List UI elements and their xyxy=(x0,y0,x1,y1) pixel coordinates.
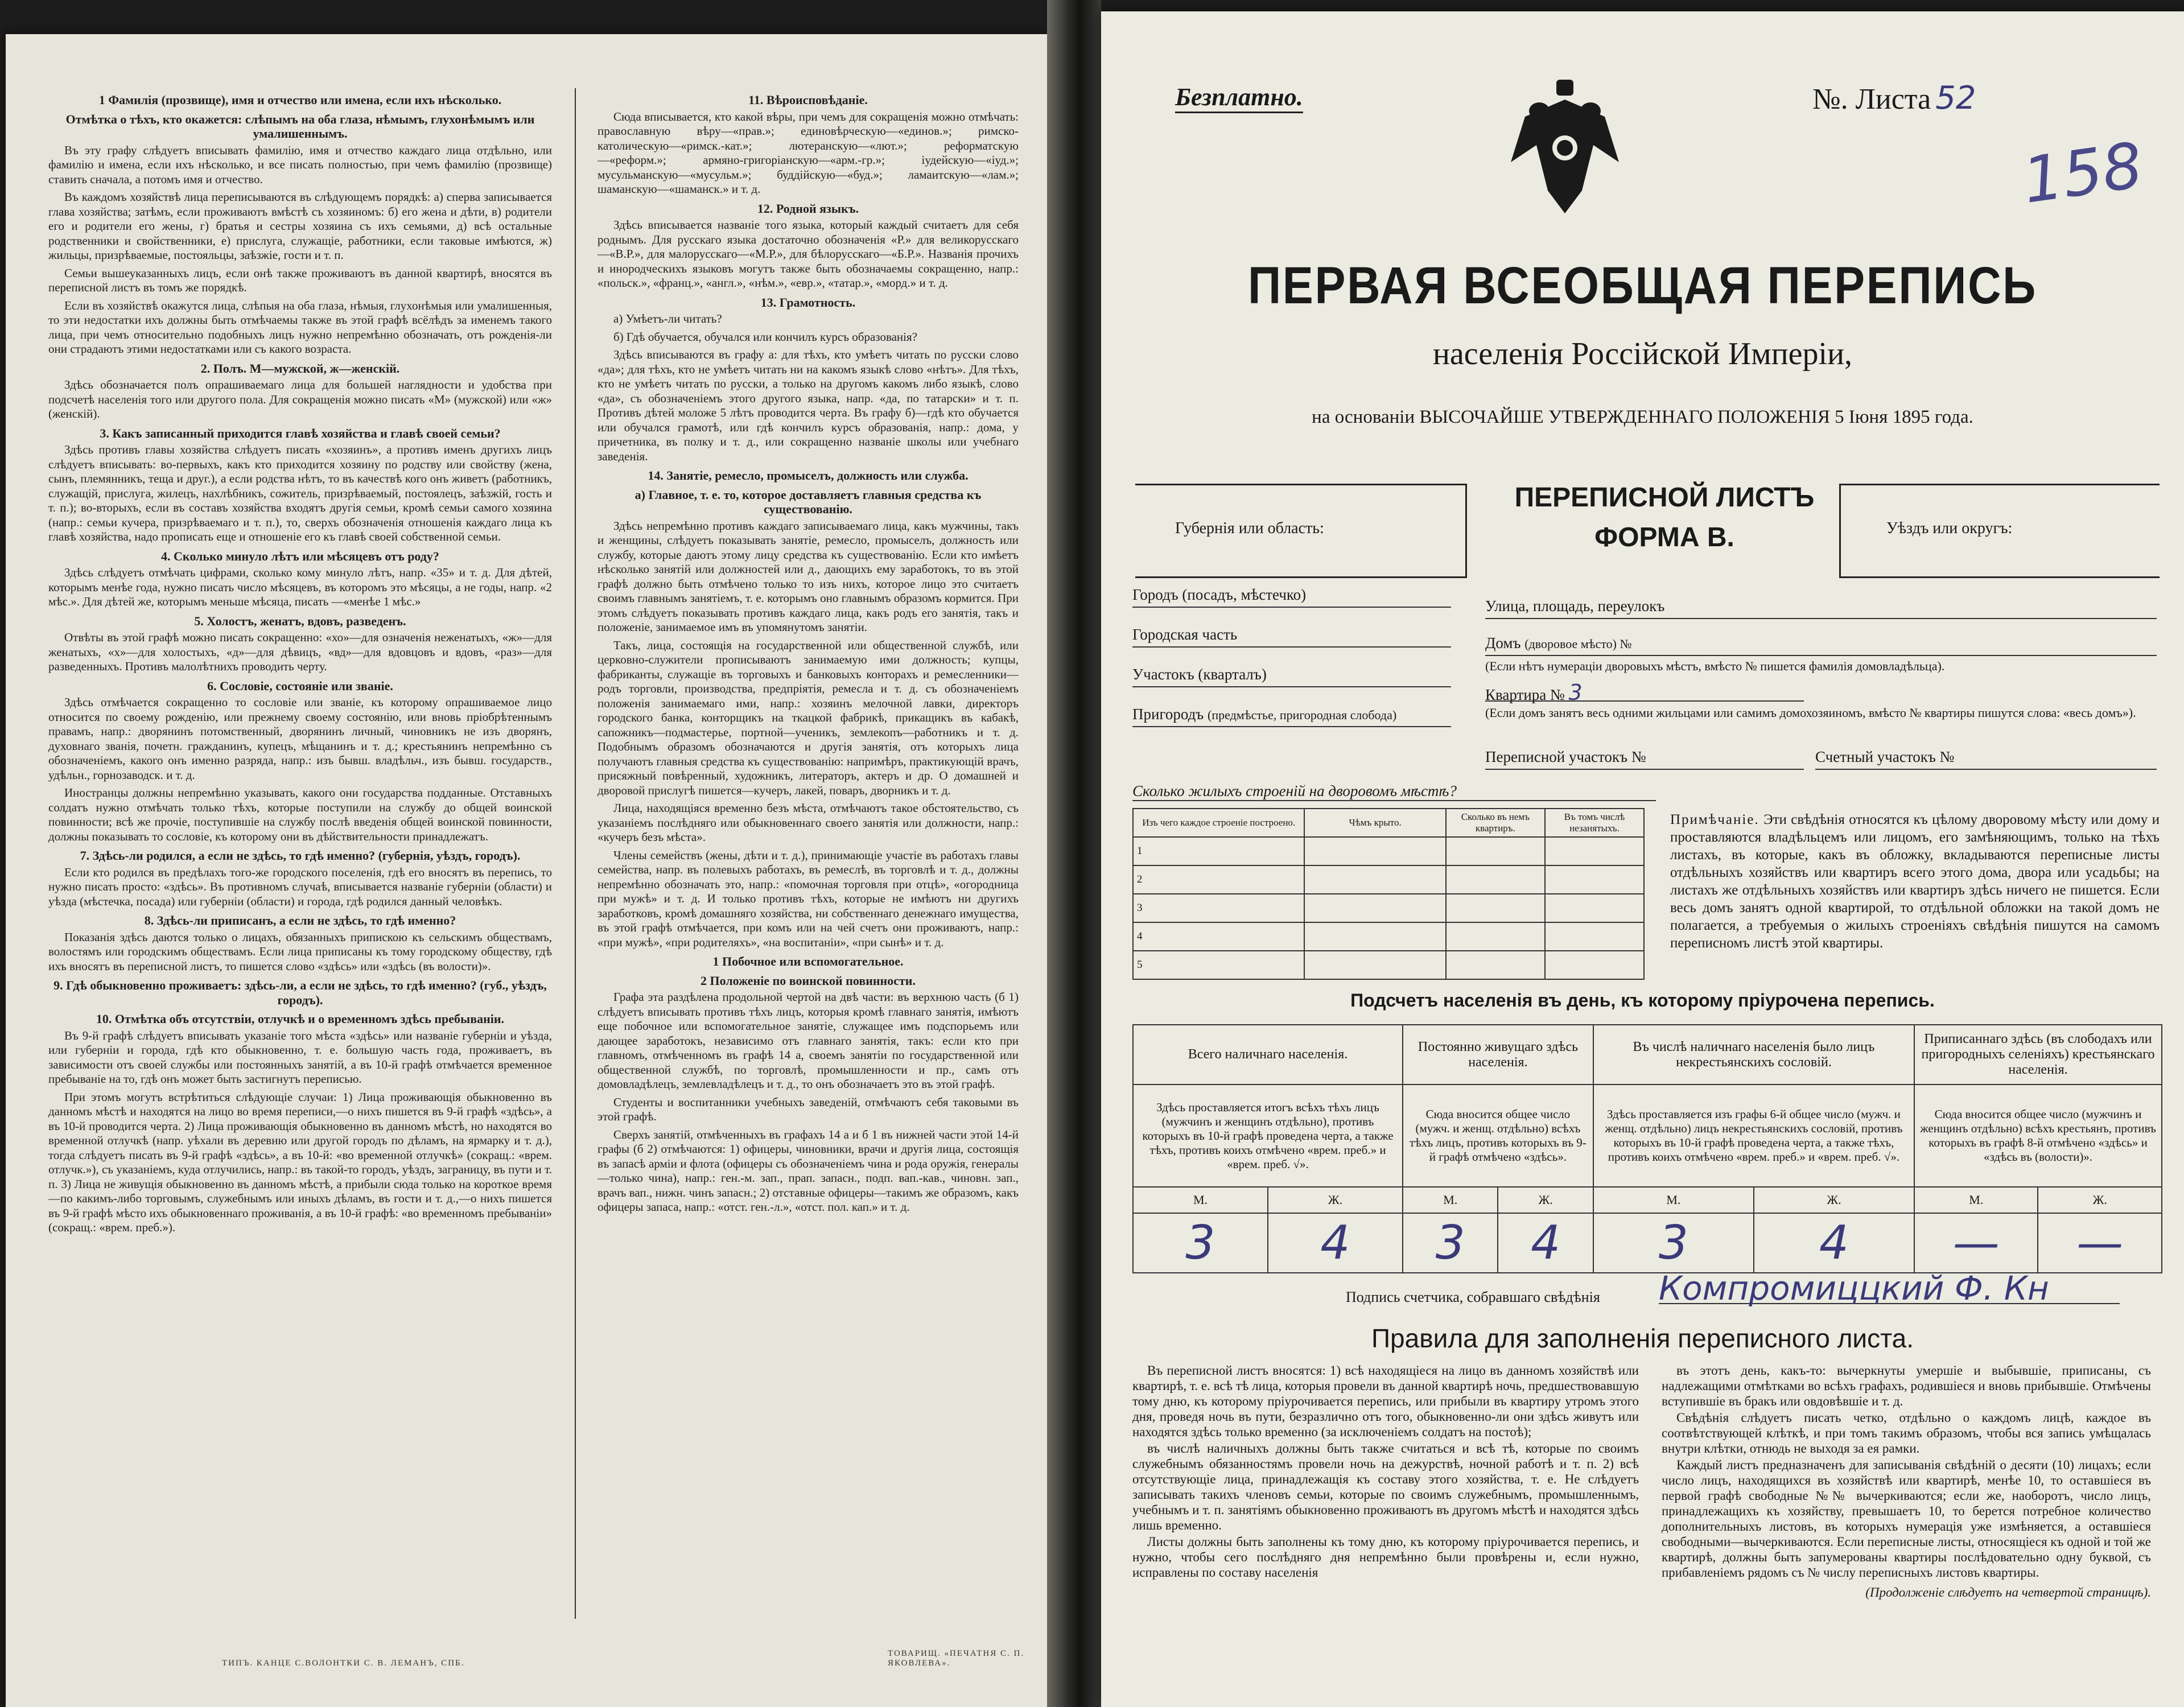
right-page xyxy=(1101,11,2184,1707)
paragraph: Сверхъ занятій, отмѣченныхъ въ графахъ 14 а и б 1 въ нижней части этой 14-й графы (б 2) отмѣчаются: 1) офицеры, чиновники, врачи и другія лица, состоящія въ запасѣ арміи и флота (офицеры съ обозначеніемъ чина и рода оружія, генералы—только чина), напр.: ген.-м. зап., прап. запасн., подп. вап.-кав., чиновн. зап., врачъ вап., нижн. чинъ запасн.; 2) отставные офицеры—такимъ же образомъ, какъ офицеры запаса, напр.: «отст. ген.-л.», «отст. пол. кап.» и т. д. xyxy=(597,1127,1019,1214)
value-present-male[interactable]: 3 xyxy=(1133,1213,1268,1273)
legal-basis: на основаніи ВЫСОЧАЙШЕ УТВЕРЖДЕННАГО ПОЛОЖЕНІЯ 5 Іюня 1895 года. xyxy=(1312,407,1973,427)
gender-female-label: Ж. xyxy=(2038,1187,2162,1213)
sheet-label: №. Листа xyxy=(1812,83,1931,116)
section-heading-2: 2. Полъ. М—мужской, ж—женскій. xyxy=(200,361,400,376)
value-permanent-male[interactable]: 3 xyxy=(1403,1213,1498,1273)
section-heading-10: 10. Отмѣтка объ отсутствіи, отлучкѣ и о временномъ здѣсь пребываніи. xyxy=(96,1012,505,1026)
paragraph: Здѣсь обозначается полъ опрашиваемаго лица для большей наглядности и удобства при подсчетѣ населенія того или другого пола. Для сокращенія можно писать «М» (мужской) или «ж» (женскій). xyxy=(48,378,552,420)
rule-paragraph: въ числѣ наличныхъ должны быть также считаться и всѣ тѣ, которые по своимъ служебнымъ обязанностямъ провели ночь на дежурствѣ, ночной работѣ и т. п. 2) всѣ отсутствующіе лица, принадлежащія къ составу этого хозяйства, т. е. Не слѣдуетъ записывать такихъ членовъ семьи, которые по своимъ служебнымъ, промышленнымъ, учебнымъ и т. п. занятіямъ обыкновенно проживаютъ въ другомъ мѣстѣ и находятся здѣсь лишь временно. xyxy=(1132,1441,1639,1532)
section-heading-11: 11. Вѣроисповѣданіе. xyxy=(748,93,868,107)
rule-paragraph: Каждый листъ предназначенъ для записыванія свѣдѣній о десяти (10) лицахъ; если число лицъ, находящихся въ хозяйствѣ или квартирѣ, менѣе 10, то оставшіеся въ первой графѣ свободные №№ вычеркиваются; если же, наоборотъ, число лицъ, принадлежащихъ къ хозяйству, превышаетъ 10, то берется потребное количество дополнительныхъ листовъ, въ которыхъ нумерація уже измѣняется, а оставшіеся свободными—вычеркиваются. Если переписные листы, относящіеся къ одной и той же квартирѣ, должны быть запумерованы квартиры послѣдовательно одну буквой, съ прибавленіемъ рядомъ съ № числу переписныхъ листовъ квартиры. xyxy=(1662,1458,2151,1580)
paragraph: Отвѣты въ этой графѣ можно писать сокращенно: «хо»—для означенія неженатыхъ, «ж»—для женатыхъ, «х»—для холостыхъ, «д»—для дѣвицъ, «вд»—для вдовцовъ и вдовъ, «раз»—для разведенныхъ. Противъ малолѣтнихъ проводить черту. xyxy=(48,630,552,673)
archive-number: 158 xyxy=(2018,129,2147,217)
left-page xyxy=(6,34,1047,1707)
value-non-peasant-female[interactable]: 4 xyxy=(1754,1213,1914,1273)
signature-label: Подпись счетчика, собравшаго свѣдѣнія xyxy=(1346,1289,1600,1305)
section-heading-13: 13. Грамотность. xyxy=(760,295,856,310)
district-label: Уѣздъ или округъ: xyxy=(1886,519,2013,537)
buildings-col-roof: Чѣмъ крыто. xyxy=(1304,809,1445,837)
buildings-col-vacant: Въ томъ числѣ незанятыхъ. xyxy=(1545,809,1644,837)
street-field[interactable]: Улица, площадь, переулокъ xyxy=(1485,597,2157,619)
form-title-line-1: ПЕРЕПИСНОЙ ЛИСТЪ xyxy=(1514,483,1815,513)
pop-desc-present: Здѣсь проставляется итогъ всѣхъ тѣхъ лицъ (мужчинъ и женщинъ отдѣльно), противъ которыхъ въ 10-й графѣ проведена черта, а также тѣхъ, противъ коихъ отмѣчено «врем. преб.» и «врем. преб. √». xyxy=(1133,1085,1403,1187)
rule-paragraph: Листы должны быть заполнены къ тому дню, къ которому пріурочивается перепись, и нужно, чтобы сего послѣдняго дня непремѣнно были провѣрены и, если нужно, исправлены по составу населенія xyxy=(1132,1535,1639,1580)
table-row: 5 xyxy=(1133,951,1644,979)
table-row: 4 xyxy=(1133,922,1644,951)
pop-header-peasant: Приписаннаго здѣсь (въ слободахъ или пригородныхъ селеніяхъ) крестьянскаго населенія. xyxy=(1914,1025,2162,1085)
free-label: Безплатно. xyxy=(1175,83,1303,113)
section-heading-7: 7. Здѣсь-ли родился, а если не здѣсь, то гдѣ именно? (губернія, уѣздъ, городъ). xyxy=(80,848,521,863)
note-label: Примѣчаніе. xyxy=(1670,812,1759,827)
rule-paragraph: Свѣдѣнія слѣдуетъ писать четко, отдѣльно о каждомъ лицѣ, каждое въ соотвѣтствующей клѣткѣ, и при томъ такимъ образомъ, чтобы вся запись умѣщалась внутри клѣтки, отнюдь не выходя за ея рамки. xyxy=(1662,1411,2151,1456)
paragraph: Если кто родился въ предѣлахъ того-же городского поселенія, гдѣ его вносятъ въ перепись, то нужно писать просто: «здѣсь». Въ противномъ случаѣ, вписывается названіе губерніи (области) и уѣзда (мѣстечка, посада) или губерніи (области) и города, гдѣ родился данный человѣкъ. xyxy=(48,865,552,908)
gender-female-label: Ж. xyxy=(1268,1187,1403,1213)
paragraph: Члены семействъ (жены, дѣти и т. д.), принимающіе участіе въ работахъ главы семейства, напр. въ полевыхъ работахъ, въ ремеслѣ, въ торговлѣ и т. д., должны непремѣнно обозначать это, напр.: «помочная торговля при отцѣ», «огородница при мужѣ» и т. д. И только противъ тѣхъ, которые не имѣютъ ни другихъ заработковъ, кромѣ домашняго хозяйства, ни собственнаго денежнаго имущества, въ этой графѣ отмѣчается, при комъ или на чей счетъ они проживаютъ, напр.: «при мужѣ», «при родителяхъ», «на воспитаніи», «при сынѣ» и т. д. xyxy=(597,848,1019,949)
buildings-col-material: Изъ чего каждое строеніе построено. xyxy=(1133,809,1304,837)
pop-header-non-peasant: Въ числѣ наличнаго населенія было лицъ некрестьянскихъ сословій. xyxy=(1593,1025,1914,1085)
paragraph: Здѣсь противъ главы хозяйства слѣдуетъ писать «хозяинъ», а противъ именъ другихъ лицъ слѣдуетъ вписывать: во-первыхъ, какъ кто приходится хозяину по родству или свойству (жена, сынъ, племянникъ, теща и друг.), а если родства нѣтъ, то въ качествѣ кого онъ живетъ (работникъ, служащій, прислуга, жилецъ, нахлѣбникъ, сожитель, призрѣваемый, постоялецъ, заѣзжій, гость и т. п.); во-вторыхъ, если въ составъ хозяйства входятъ другія семьи, кромѣ семьи самого хозяина (напр.: семьи кучера, призрѣваемаго и т. п.), то, сверхъ обозначенія отношенія каждаго лица къ главѣ хозяйства, надо прописать еще и отношеніе его къ главѣ своей собственной семьи. xyxy=(48,443,552,543)
form-title-line-2: ФОРМА В. xyxy=(1594,522,1734,552)
paragraph: Въ эту графу слѣдуетъ вписывать фамилію, имя и отчество каждаго лица отдѣльно, или фамилію и имена, если ихъ нѣсколько, и все писать полностью, при чемъ фамилію (прозвище) ставить сначала, а потомъ имя и отчество. xyxy=(48,143,552,186)
book-fold xyxy=(1047,0,1101,1707)
census-precinct-field[interactable]: Переписной участокъ № xyxy=(1485,748,1804,770)
buildings-col-apartments: Сколько въ немъ квартиръ. xyxy=(1446,809,1545,837)
paragraph: Лица, находящіяся временно безъ мѣста, отмѣчаютъ такое обстоятельство, съ указаніемъ послѣдняго или обыкновеннаго своего занятія или должности, напр.: «кучеръ безъ мѣста». xyxy=(597,801,1019,844)
paragraph: Такъ, лица, состоящія на государственной или общественной службѣ, или церковно-служители прописываютъ занимаемую ими должность; купцы, фабриканты, служащіе въ торговыхъ и банковыхъ конторахъ и ремесленники—родъ торговли, производства, предпріятія, ремесла и т. д. съ обозначеніемъ положенія занимаемаго ими, напр.: хозяинъ мелочной лавки, директоръ городского банка, конторщикъ на ткацкой фабрикѣ, прикащикъ въ кабакѣ, сапожникъ—подмастерье, портной—ученикъ, землекопъ—работникъ и т. д. Подобнымъ образомъ обозначаются и другія занятія, отъ которыхъ лица получаютъ главныя средства къ существованію: напримѣръ, практикующій врачъ, присяжный повѣренный, художникъ, литераторъ, актеръ и др. О домашней и дворовой прислугѣ пишется—кучеръ, лакей, поваръ, дворникъ и т. д. xyxy=(597,638,1019,797)
section-heading-14a: а) Главное, т. е. то, которое доставляетъ главныя средства къ существованію. xyxy=(634,487,982,516)
column-divider xyxy=(575,88,576,1619)
paragraph: Здѣсь непремѣнно противъ каждаго записываемаго лица, какъ мужчины, такъ и женщины, слѣдуетъ показывать занятіе, ремесло, промыселъ, должность или службу, которые даютъ этому лицу средства къ существованію. Если кто имѣетъ нѣсколько занятій или должностей или д., дающихъ ему заработокъ, то въ этой графѣ должно быть отмѣчено только то изъ нихъ, которое лицо это считаетъ своимъ главнымъ занятіемъ, т. е. которымъ оно главнымъ образомъ кормится. При этомъ слѣдуетъ показывать противъ каждаго лица, какъ родъ его занятія, такъ и положеніе, занимаемое имъ въ упомянутомъ занятіи. xyxy=(597,518,1019,634)
suburb-field[interactable]: Пригородъ (предмѣстье, пригородная слобода) xyxy=(1132,706,1451,727)
paragraph: Здѣсь отмѣчается сокращенно то сословіе или званіе, къ которому опрашиваемое лицо относится по своему рожденію, или прежнему своему состоянію, или вновь пріобрѣтеннымъ правамъ, напр.: дворянинъ потомственный, дворянинъ личный, чиновникъ не изъ дворянъ, духовнаго званія, почетн. гражданинъ, купецъ, мѣщанинъ и т. д.; крестьянинъ непремѣнно съ обозначеніемъ, какого онъ именно разряда, напр.: изъ бывш. владѣльч., изъ бывш. государств., удѣльн., горнозаводск. и т. д. xyxy=(48,695,552,782)
section-heading-1b: Отмѣтка о тѣхъ, кто окажется: слѣпымъ на оба глаза, нѣмымъ, глухонѣмымъ или умалишеннымъ. xyxy=(65,112,535,141)
document-subtitle: населенія Россійской Имперіи, xyxy=(1432,336,1853,372)
gender-male-label: М. xyxy=(1914,1187,2038,1213)
signature-value: Компромиццкий Ф. Кн xyxy=(1659,1269,2049,1308)
pop-desc-permanent: Сюда вносится общее число (мужч. и женщ. отдѣльно) всѣхъ тѣхъ лицъ, противъ которыхъ въ 9-й графѣ отмѣчено «здѣсь». xyxy=(1403,1085,1593,1187)
section-heading-14: 14. Занятіе, ремесло, промыселъ, должность или служба. xyxy=(648,468,969,483)
table-row: 2 xyxy=(1133,865,1644,894)
precinct-field[interactable]: Участокъ (кварталъ) xyxy=(1132,666,1451,687)
pop-header-present: Всего наличнаго населенія. xyxy=(1133,1025,1403,1085)
paragraph: Студенты и воспитанники учебныхъ заведеній, отмѣчаютъ себя таковыми въ этой графѣ. xyxy=(597,1095,1019,1123)
buildings-note xyxy=(1670,811,2160,952)
section-heading-5: 5. Холостъ, женатъ, вдовъ, разведенъ. xyxy=(194,613,406,628)
signature-field[interactable] xyxy=(1659,1269,2120,1308)
table-row: 1 xyxy=(1133,837,1644,865)
question-a: а) Умѣетъ-ли читать? xyxy=(613,312,722,325)
gender-female-label: Ж. xyxy=(1754,1187,1914,1213)
section-heading-8: 8. Здѣсь-ли приписанъ, а если не здѣсь, то гдѣ именно? xyxy=(144,913,456,927)
city-part-field[interactable]: Городская часть xyxy=(1132,626,1451,648)
rules-title: Правила для заполненія переписного листа. xyxy=(1371,1323,1914,1353)
footnote-2: 2 Положеніе по воинской повинности. xyxy=(700,973,916,988)
section-heading-12: 12. Родной языкъ. xyxy=(757,201,859,216)
left-column-1 xyxy=(48,88,552,1624)
paragraph: Сюда вписывается, кто какой вѣры, при чемъ для сокращенія можно отмѣчать: православную вѣру—«прав.»; единовѣрческую—«единов.»; римско-католическую—«римск.-кат.»; лютеранскую—«лют.»; реформатскую—«реформ.»; армяно-григоріанскую—«арм.-гр.»; іудейскую—«іуд.»; мусульманскую—«мусульм.»; буддійскую—«буд.»; ламаитскую—«лам.»; шаманскую—«шаманск.» и т. д. xyxy=(597,109,1019,196)
district-box[interactable] xyxy=(1839,484,2160,578)
house-field[interactable]: Домъ (дворовое мѣсто) № xyxy=(1485,634,2157,656)
sheet-number-handwritten: 52 xyxy=(1935,80,1976,117)
pop-header-permanent: Постоянно живущаго здѣсь населенія. xyxy=(1403,1025,1593,1085)
city-field[interactable]: Городъ (посадъ, мѣстечко) xyxy=(1132,586,1451,608)
value-non-peasant-male[interactable]: 3 xyxy=(1593,1213,1754,1273)
paragraph: При этомъ могутъ встрѣтиться слѣдующіе случаи: 1) Лица проживающія обыкновенно въ данномъ мѣстѣ и находятся на лицо во время переписи,—о нихъ пишется въ 9-й графѣ «здѣсь», а въ 10-й проводится черта. 2) Лица проживающія обыкновенно въ данномъ мѣстѣ, но находятся во временной отлучкѣ (напр. уѣхали въ деревню или другой городъ по дѣламъ, на ярмарку и т. д.), тогда слѣдуетъ писать въ 9-й графѣ «здѣсь», а въ 10-й: «во временной отлучкѣ» (сокращ.: «врем. отлучк.»), съ указаніемъ, куда отлучились, напр.: въ такой-то городъ, уѣздъ, заграницу, въ пути и т. п. 3) Лица не живущія обыкновенно въ данномъ мѣстѣ, а прибыли сюда только на короткое время—по какимъ-либо торговымъ, служебнымъ или иныхъ дѣламъ, въ гости и т. д.,—о нихъ пишется въ 9-й графѣ мѣсто ихъ обыкновеннаго проживанія, а въ 10-й графѣ: «во временномъ пребываніи» (сокращ.: «врем. преб.»). xyxy=(48,1090,552,1234)
paragraph: Показанія здѣсь даются только о лицахъ, обязанныхъ припискою къ сельскимъ обществамъ, волостямъ или городскимъ обществамъ. Если лица приписаны къ тому городскому обществу, гдѣ ихъ вносятъ въ переписной листъ, то пишется слово «здѣсь» или «здѣсь (въ волости)». xyxy=(48,930,552,973)
province-label: Губернія или область: xyxy=(1175,519,1324,537)
paragraph: Въ каждомъ хозяйствѣ лица переписываются въ слѣдующемъ порядкѣ: а) сперва записывается глава хозяйства; затѣмъ, если проживаютъ вмѣстѣ съ хозяиномъ: б) его жена и дѣти, в) родители его и родители его жены, г) братья и сестры хозяина съ ихъ семьями, д) всѣ остальные родственники и свойственники, е) прислуга, служащіе, работники, если таковые имѣются, ж) жильцы, призрѣваемые, постояльцы, заѣзжіе, гости и т. п. xyxy=(48,190,552,262)
rule-paragraph: въ этотъ день, какъ-то: вычеркнуты умершіе и выбывшіе, приписаны, съ надлежащими отмѣтками во всѣхъ графахъ, родившіеся и вновь прибывшіе. Отмѣчены вступившіе въ бракъ или овдовѣвшіе и т. д. xyxy=(1662,1363,2151,1408)
note-text: Эти свѣдѣнія относятся къ цѣлому дворовому мѣсту или дому и проставляются владѣльцемъ или лицомъ, его замѣняющимъ, только на тѣхъ листахъ, въ которые, какъ въ обложку, вкладываются переписные листы отдѣльныхъ хозяйствъ или квартиръ всего этого дома, двора или усадьбы; на листахъ же отдѣльныхъ хозяйствъ или квартиръ здѣсь ничего не пишется. Если весь домъ занятъ одной квартирой, то отдѣльной обложки на такой домъ не полагается, а требуемыя о жилыхъ строеніяхъ свѣдѣнія пишутся на самомъ переписномъ листѣ этой квартиры. xyxy=(1670,812,2160,951)
document-title: ПЕРВАЯ ВСЕОБЩАЯ ПЕРЕПИСЬ xyxy=(1247,257,2038,315)
apartment-value: 3 xyxy=(1568,680,1583,705)
value-peasant-female[interactable]: — xyxy=(2038,1213,2162,1273)
sheet-number xyxy=(1812,80,1976,117)
count-precinct-field[interactable]: Счетный участокъ № xyxy=(1815,748,2157,770)
left-column-2 xyxy=(597,88,1019,1624)
province-box[interactable] xyxy=(1135,484,1467,578)
rules-column-1 xyxy=(1132,1363,1639,1581)
section-heading-1: 1 Фамилія (прозвище), имя и отчество или имена, если ихъ нѣсколько. xyxy=(98,93,502,107)
paragraph: Если въ хозяйствѣ окажутся лица, слѣпыя на оба глаза, нѣмыя, глухонѣмыя или умалишенныя, то эти недостатки ихъ должны быть отмѣчаемы также въ этой графѣ всёлѣдъ за именемъ такого лица, при чемъ относительно подобныхъ лицъ нужно непремѣнно обозначать, отъ рожденія-ли они страдаютъ этими недостатками или съ какого возраста. xyxy=(48,298,552,356)
gender-male-label: М. xyxy=(1133,1187,1268,1213)
buildings-question: Сколько жилыхъ строеній на дворовомъ мѣстѣ? xyxy=(1132,782,1656,801)
rules-column-2 xyxy=(1662,1363,2151,1600)
paragraph: Здѣсь вписывается названіе того языка, который каждый считаетъ для себя роднымъ. Для русскаго языка достаточно обозначенія «Р.» для великорусскаго—«В.Р.», для малорусскаго—«М.Р.», для бѣлорусскаго—«Б.Р.». Названія прочихъ и инородческихъ языковъ могутъ также быть обозначаемы сокращенно, напр.: «польск.», «франц.», «англ.», «нѣм.», «евр.», «татар.», «морд.» и т. д. xyxy=(597,218,1019,290)
section-heading-9: 9. Гдѣ обыкновенно проживаетъ: здѣсь-ли, а если не здѣсь, то гдѣ именно? (губ., уѣздъ, городъ). xyxy=(53,978,547,1007)
buildings-table xyxy=(1132,808,1645,980)
paragraph: Семьи вышеуказанныхъ лицъ, если онѣ также проживаютъ въ данной квартирѣ, вносятся въ переписной листъ въ томъ же порядкѣ. xyxy=(48,266,552,294)
population-table xyxy=(1132,1024,2162,1273)
footnote-1: 1 Побочное или вспомогательное. xyxy=(712,954,904,968)
rules-continued: (Продолженіе слѣдуетъ на четвертой страницѣ). xyxy=(1865,1585,2151,1599)
value-permanent-female[interactable]: 4 xyxy=(1498,1213,1593,1273)
apartment-note: (Если домъ занятъ весь одними жильцами или самимъ домохозяиномъ, вмѣсто № квартиры пишутся слова: «весь домъ»). xyxy=(1485,706,2136,720)
rule-paragraph: Въ переписной листъ вносятся: 1) всѣ находящіеся на лицо въ данномъ хозяйствѣ или квартирѣ, т. е. всѣ тѣ лица, которыя провели въ данной квартирѣ ночь, предшествовавшую тому дню, къ которому пріурочивается перепись, или прибыли въ квартиру утромъ этого дня, проведя ночь въ пути, безразлично отъ того, обыкновенно-ли они здѣсь живутъ или находятся здѣсь только временно (за исключеніемъ солдатъ на постоѣ); xyxy=(1132,1363,1639,1439)
form-title xyxy=(1488,478,1841,558)
pop-desc-non-peasant: Здѣсь проставляется изъ графы 6-й общее число (мужч. и женщ. отдѣльно) лицъ некрестьянскихъ сословій, противъ которыхъ въ 10-й графѣ проведена черта, а также тѣхъ, противъ коихъ отмѣчено «врем. преб.» и «врем. преб. √». xyxy=(1593,1085,1914,1187)
gender-male-label: М. xyxy=(1593,1187,1754,1213)
table-row: 3 xyxy=(1133,894,1644,922)
question-b: б) Гдѣ обучается, обучался или кончилъ курсъ образованія? xyxy=(613,329,917,344)
printer-footer-right: ТОВАРИЩ. «ПЕЧАТНЯ С. П. ЯКОВЛЕВА». xyxy=(888,1649,1025,1668)
paragraph: Здѣсь слѣдуетъ отмѣчать цифрами, сколько кому минуло лѣтъ, напр. «35» и т. д. Для дѣтей, которымъ менѣе года, нужно писать число мѣсяцевъ, въ которомъ это мѣсяцы, а не годы, напр. «2 мѣс.». Для дѣтей же, которымъ меньше мѣсяца, писать —«менѣе 1 мѣс.» xyxy=(48,566,552,608)
gender-male-label: М. xyxy=(1403,1187,1498,1213)
population-count-title: Подсчетъ населенія въ день, къ которому пріурочена перепись. xyxy=(1350,990,1935,1011)
paragraph: Графа эта раздѣлена продольной чертой на двѣ части: въ верхнюю часть (б 1) слѣдуетъ вписывать противъ тѣхъ лицъ, которыя кромѣ главнаго занятія, имѣютъ еще побочное или вспомогательное занятіе, служащее имъ подспорьемъ или дающее заработокъ, независимо отъ главнаго занятія, такъ: если кто при главномъ, отмѣченномъ въ графѣ 14 а, своемъ занятіи по государственной или общественной службѣ, по торговлѣ, промышленности и пр., самъ отъ домовладѣлецъ, землевладѣлецъ и т. д., то онъ обозначаетъ это въ этой графѣ. xyxy=(597,990,1019,1091)
value-present-female[interactable]: 4 xyxy=(1268,1213,1403,1273)
section-heading-4: 4. Сколько минуло лѣтъ или мѣсяцевъ отъ роду? xyxy=(161,549,439,563)
paragraph: Въ 9-й графѣ слѣдуетъ вписывать указаніе того мѣста «здѣсь» или названіе губерніи и уѣзда, или губерніи и города, гдѣ кто обыкновенно, т. е. большую часть года, проживаетъ, въ зависимости отъ своей службы или постоянныхъ занятій, а въ 10-й графѣ отмѣчается временное пребываніе на то, гдѣ онъ может быть застигнутъ переписью. xyxy=(48,1028,552,1086)
paragraph: Здѣсь вписываются въ графу а: для тѣхъ, кто умѣетъ читать по русски слово «да»; для тѣхъ, кто не умѣетъ читать ни на какомъ языкѣ слово «нѣтъ». Для тѣхъ, кто не умѣетъ читать по русски, а только на другомъ какомъ либо языкѣ, слово «да», съ обозначеніемъ этого другого языка, напр. «да, по татарски» и т. п. Противъ дѣтей моложе 5 лѣтъ проводится черта. Въ графу б)—гдѣ кто обучается или обучался грамотѣ, или гдѣ кончилъ курсъ образованія, напр.: дома, у причетника, въ полку и т. д., или сокращенно названіе школы или учебнаго заведенія. xyxy=(597,348,1019,463)
value-peasant-male[interactable]: — xyxy=(1914,1213,2038,1273)
printer-footer-left: ТИПЪ. КАНЦЕ С.ВОЛОНТКИ С. В. ЛЕМАНЪ, СПБ. xyxy=(222,1659,465,1668)
pop-desc-peasant: Сюда вносится общее число (мужчинъ и женщинъ отдѣльно) всѣхъ крестьянъ, противъ которыхъ въ графѣ 8-й отмѣчено «здѣсь» и «здѣсь въ (волости)». xyxy=(1914,1085,2162,1187)
paragraph: Иностранцы должны непремѣнно указывать, какого они государства подданные. Отставныхъ солдатъ нужно отмѣчать только тѣхъ, которые поступили на службу до общей воинской повинности; всѣ же прочіе, поступившіе на службу послѣ введенія общей воинской повинности, должны показывать то сословіе, къ которому они въ дѣйствительности принадлежатъ. xyxy=(48,786,552,843)
section-heading-6: 6. Сословіе, состояніе или званіе. xyxy=(207,678,393,693)
house-note: (Если нѣтъ нумераціи дворовыхъ мѣстъ, вмѣсто № пишется фамилія домовладѣльца). xyxy=(1485,659,1945,673)
double-headed-eagle-icon xyxy=(1508,77,1622,219)
apartment-field[interactable]: Квартира № 3 xyxy=(1485,680,1804,702)
section-heading-3: 3. Какъ записанный приходится главѣ хозяйства и главѣ своей семьи? xyxy=(100,426,501,440)
gender-female-label: Ж. xyxy=(1498,1187,1593,1213)
form-header xyxy=(1135,478,2160,586)
